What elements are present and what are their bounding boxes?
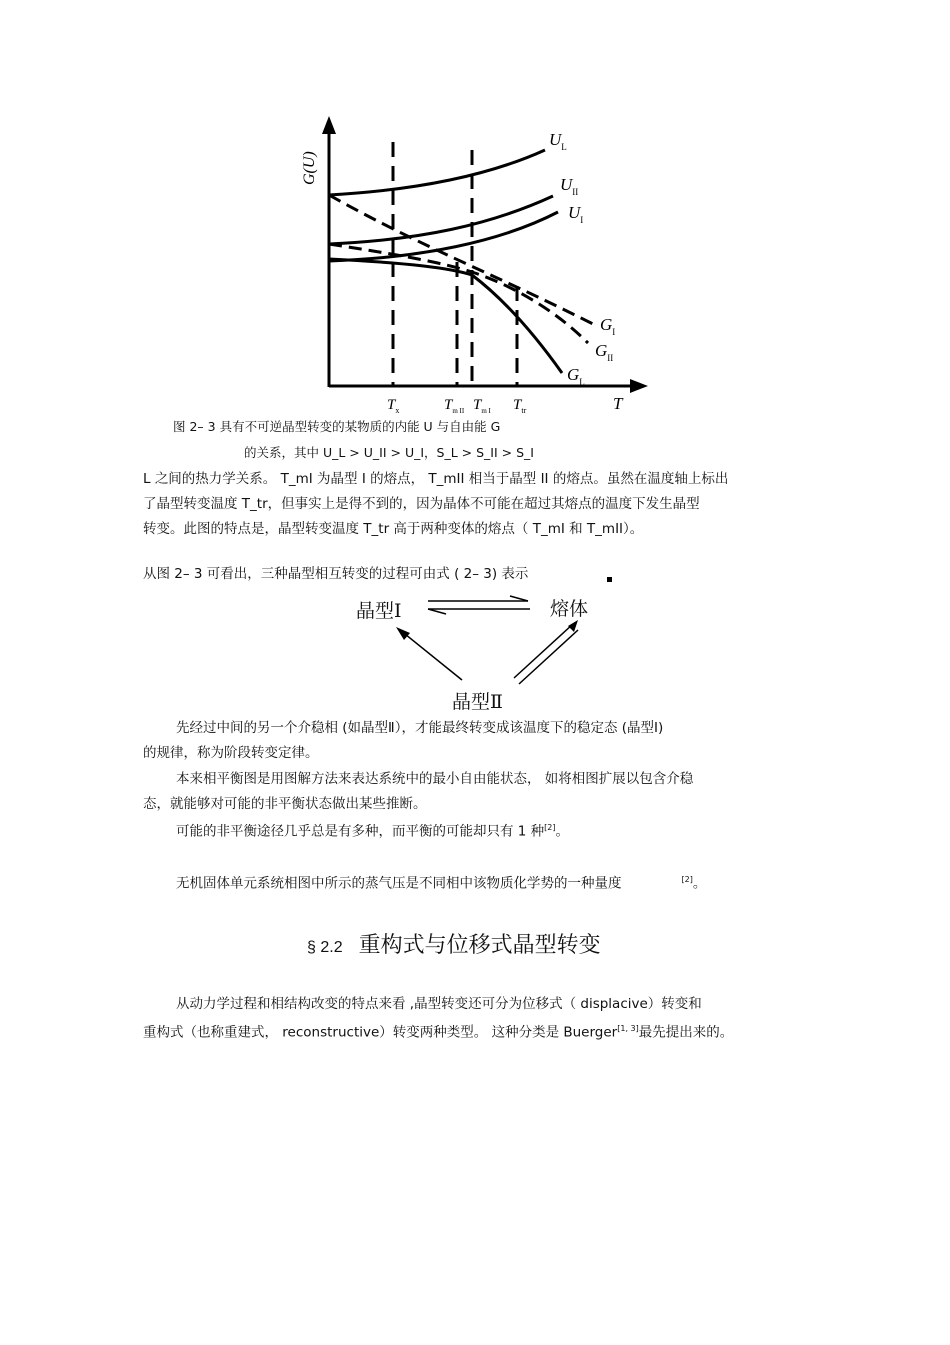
paragraph4-line1: 本来相平衡图是用图解方法来表达系统中的最小自由能状态， 如将相图扩展以包含介稳: [176, 771, 694, 787]
paragraph7-ref: [1, 3]: [617, 1024, 639, 1033]
x-axis-label: T: [613, 394, 623, 413]
paragraph2: 从图 2– 3 可看出，三种晶型相互转变的过程可由式 ( 2– 3) 表示: [143, 566, 529, 582]
curve-GL: [329, 259, 562, 373]
paragraph1-line2: 了晶型转变温度 T_tr，但事实上是得不到的，因为晶体不可能在超过其熔点的温度下发生晶型: [143, 496, 700, 512]
arrow-melt-to-II-b: [519, 630, 578, 684]
paragraph1-line3: 转变。此图的特点是，晶型转变温度 T_tr 高于两种变体的熔点（ T_mI 和 T_mII）。: [143, 521, 644, 537]
arrow-melt-to-II-a: [514, 624, 573, 678]
curve-UL: [329, 150, 545, 195]
paragraph5-end: 。: [555, 823, 570, 840]
paragraph7-line2: [143, 1020, 733, 1042]
tick-Tx: $T_x$: [387, 397, 400, 415]
paragraph6-end: 。: [692, 875, 707, 892]
scheme-form-I: 晶型Ⅰ: [356, 600, 402, 622]
scheme-form-II: 晶型Ⅱ: [452, 691, 503, 713]
scheme-arrows: [390, 590, 590, 690]
figure-caption-line1: 图 2– 3 具有不可逆晶型转变的某物质的内能 U 与自由能 G: [173, 419, 501, 434]
label-GI: $G_I$: [600, 315, 616, 337]
paragraph6-text: 无机固体单元系统相图中所示的蒸气压是不同相中该物质化学势的一种量度: [176, 875, 622, 892]
label-GL: $G_L$: [567, 365, 585, 387]
paragraph3-line1: 先经过中间的另一个介稳相 (如晶型Ⅱ），才能最终转变成该温度下的稳定态 (晶型Ⅰ): [176, 720, 664, 736]
label-UI: $U_I$: [568, 203, 584, 225]
arrow-melt-to-II-head: [568, 620, 578, 632]
label-GII: $G_{II}$: [595, 341, 614, 363]
paragraph7-line2-a: 重构式（也称重建式， reconstructive）转变两种类型。 这种分类是 Buerger: [143, 1024, 618, 1041]
paragraph5-text: 可能的非平衡途径几乎总是有多种，而平衡的可能却只有 1 种: [176, 823, 545, 840]
section-heading: [307, 928, 601, 959]
paragraph7-line1: 从动力学过程和相结构改变的特点来看 ,晶型转变还可分为位移式（ displacive）转变和: [176, 996, 702, 1012]
scheme-melt: 熔体: [550, 598, 589, 620]
paragraph5-ref: [2]: [544, 823, 556, 832]
paragraph4-line2: 态，就能够对可能的非平衡状态做出某些推断。: [143, 796, 427, 812]
curve-UII: [329, 196, 553, 244]
paragraph3-line2: 的规律，称为阶段转变定律。: [143, 745, 319, 761]
x-axis-arrow: [630, 379, 648, 393]
paragraph5: [176, 819, 569, 841]
paragraph1-line1: L 之间的热力学关系。 T_mI 为晶型 I 的熔点， T_mII 相当于晶型 II 的熔点。虽然在温度轴上标出: [143, 471, 729, 487]
arrow-II-to-I-head: [396, 627, 410, 640]
section-number: § 2.2: [307, 939, 343, 956]
paragraph7-line2-b: 最先提出来的。: [638, 1024, 734, 1041]
paragraph6: [176, 871, 706, 893]
y-axis-arrow: [322, 116, 336, 134]
paragraph6-ref: [2]: [681, 875, 693, 884]
bullet-dot: [607, 577, 612, 582]
arrow-II-to-I: [400, 630, 462, 680]
thermodynamic-figure: [290, 112, 660, 417]
tick-Ttr: $T_{tr}$: [513, 397, 527, 415]
label-UL: $U_L$: [549, 130, 567, 152]
label-UII: $U_{II}$: [560, 175, 579, 197]
y-axis-label: G(U): [301, 151, 318, 185]
section-title: 重构式与位移式晶型转变: [358, 933, 601, 958]
figure-caption-line2: 的关系，其中 U_L > U_II > U_I，S_L > S_II > S_I: [244, 445, 534, 460]
tick-TmI: $T_{m I}$: [473, 397, 491, 415]
tick-TmII: $T_{m II}$: [444, 397, 465, 415]
